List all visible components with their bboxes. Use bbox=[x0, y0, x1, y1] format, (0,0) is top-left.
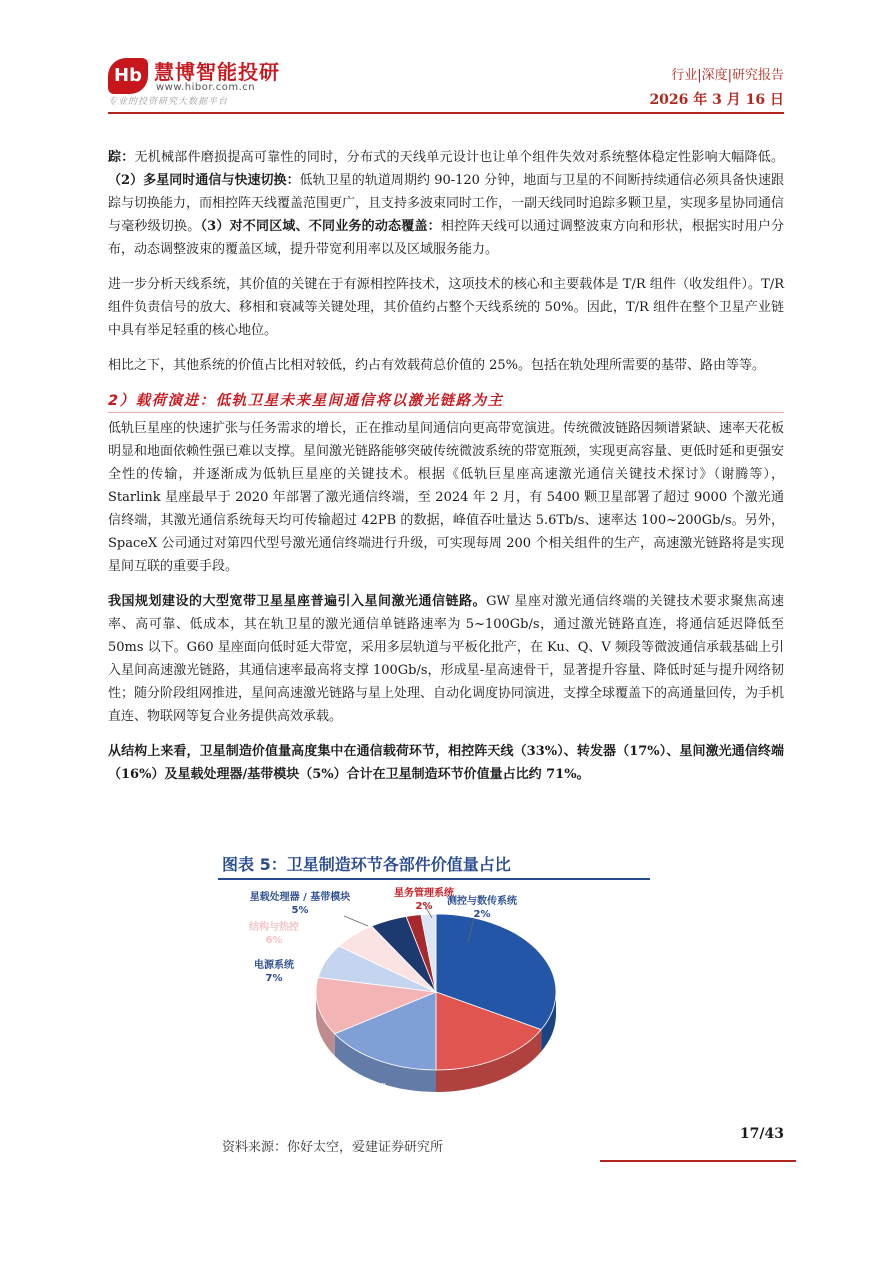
section-heading: 2）载荷演进：低轨卫星未来星间通信将以激光链路为主 bbox=[108, 393, 504, 409]
p1-run-3: 低轨卫星的轨道周期约 90-120 分钟，地面与卫星的不间断持续通信必须具备快速跟踪与切换能力，而相控阵天线覆盖范围更广，且支持多波束同时工作，一副天线同时追踪多颗卫星，实现多星协同通信与毫秒级切换。 bbox=[108, 173, 785, 234]
p1-run-0: 踪： bbox=[108, 150, 135, 165]
page-number: 17/43 bbox=[739, 1126, 784, 1142]
pie-label-4: 电源系统 bbox=[254, 960, 294, 971]
pie-value-3: 12% bbox=[268, 1037, 292, 1048]
p1-run-5: 相控阵天线可以通过调整波束方向和形状，根据实时用户分布，动态调整波束的覆盖区域，提升带宽利用率以及区域服务能力。 bbox=[108, 219, 784, 257]
pie-value-6: 5% bbox=[291, 905, 309, 916]
pie-value-0: 33% bbox=[556, 935, 580, 946]
paragraph-china-constellations bbox=[108, 590, 784, 728]
pie-label-0: 相控阵天线 bbox=[543, 922, 593, 933]
pie-label-7: 星务管理系统 bbox=[394, 888, 454, 899]
p1-run-4: （3）对不同区域、不同业务的动态覆盖： bbox=[200, 219, 441, 234]
hibor-logo[interactable] bbox=[108, 54, 288, 106]
pie-value-1: 17% bbox=[506, 1099, 530, 1110]
p5-run-1: GW 星座对激光通信终端的关键技术要求聚焦高速率、高可靠、低成本，其在轨卫星的激光通信单链路速率为 5~100Gb/s，通过激光链路直连，将通信延迟降低至 50ms 以下。G60 星座面向低时延大带宽，采用多层轨道与平板化批产，在 Ku、Q、V 频段等微波通信承载基础上引入星间高速激光链路，其通信速率最高将支撑 100Gb/s，形成星-星高速骨干，显著提升容量、降低时延与提升网络韧性；随分阶段组网推进，星间高速激光链路与星上处理、自动化调度协同演进，支撑全球覆盖下的高通量回传，为手机直连、物联网等复合业务提供高效承载。 bbox=[108, 594, 785, 724]
pie-value-4: 7% bbox=[265, 973, 283, 984]
logo-mark-icon: Hb bbox=[108, 58, 148, 94]
logo-slogan: 专业的投资研究大数据平台 bbox=[108, 97, 229, 107]
p5-run-0: 我国规划建设的大型宽带卫星星座普遍引入星间激光通信链路。 bbox=[108, 594, 487, 609]
paragraph-tr-module: 进一步分析天线系统，其价值的关键在于有源相控阵技术，这项技术的核心和主要载体是 T/R 组件（收发组件）。T/R 组件负责信号的放大、移相和衰减等关键处理，其价值约占整个天线系统的 50%。因此，T/R 组件在整个卫星产业链中具有举足轻重的核心地位。 bbox=[108, 277, 784, 338]
pie-label-5: 结构与热控 bbox=[249, 922, 299, 933]
pie-value-2: 16% bbox=[334, 1097, 358, 1108]
pie-label-8: 测控与数传系统 bbox=[447, 896, 517, 907]
section-heading-underline bbox=[108, 412, 784, 413]
figure-pie-chart bbox=[218, 848, 658, 1166]
pie-label-2: 星间激光通信终端 bbox=[306, 1084, 386, 1095]
figure-title-rule bbox=[218, 878, 650, 880]
pie-label-1: 转发器 bbox=[503, 1086, 533, 1097]
header-divider bbox=[108, 112, 784, 114]
logo-url: www.hibor.com.cn bbox=[156, 82, 256, 93]
pie-label-6: 星载处理器 / 基带模块 bbox=[249, 892, 351, 903]
paragraph-antenna-advantages bbox=[108, 146, 784, 261]
footer-divider bbox=[600, 1160, 796, 1162]
report-meta bbox=[649, 64, 784, 109]
report-body bbox=[108, 146, 784, 798]
logo-name: 慧博智能投研 bbox=[154, 60, 280, 84]
paragraph-laser-links: 低轨巨星座的快速扩张与任务需求的增长，正在推动星间通信向更高带宽演进。传统微波链路因频谱紧缺、速率天花板明显和地面依赖性强已难以支撑。星间激光链路能够突破传统微波系统的带宽瓶颈，实现更高容量、更低时延和更强安全性的传输，并逐渐成为低轨巨星座的关键技术。根据《低轨巨星座高速激光通信关键技术探讨》（谢腾等），Starlink 星座最早于 2020 年部署了激光通信终端，至 2024 年 2 月，有 5400 颗卫星部署了超过 9000 个激光通信终端，其激光通信系统每天均可传输超过 42PB 的数据，峰值吞吐量达 5.6Tb/s、速率达 100~200Gb/s。另外，SpaceX 公司通过对第四代型号激光通信终端进行升级，可实现每周 200 个相关组件的生产，高速激光链路将是实现星间互联的重要手段。 bbox=[108, 421, 785, 574]
pie-leader-line-2 bbox=[344, 916, 368, 926]
figure-title: 图表 5：卫星制造环节各部件价值量占比 bbox=[222, 855, 511, 874]
pie-value-5: 6% bbox=[265, 935, 283, 946]
pie-value-7: 2% bbox=[415, 901, 433, 912]
report-date: 2026 年 3 月 16 日 bbox=[649, 92, 784, 108]
paragraph-value-structure: 从结构上来看，卫星制造价值量高度集中在通信载荷环节，相控阵天线（33%）、转发器（17%）、星间激光通信终端（16%）及星载处理器/基带模块（5%）合计在卫星制造环节价值量占比约 71%。 bbox=[108, 744, 784, 782]
p1-run-2: （2）多星同时通信与快速切换： bbox=[108, 173, 300, 188]
pie-chart-svg bbox=[218, 882, 658, 1132]
pie-value-8: 2% bbox=[473, 909, 491, 920]
paragraph-other-systems: 相比之下，其他系统的价值占比相对较低，约占有效载荷总价值的 25%。包括在轨处理所需要的基带、路由等等。 bbox=[108, 358, 766, 373]
pie-label-3: 推进系统 bbox=[260, 1024, 300, 1035]
p1-run-1: 无机械部件磨损提高可靠性的同时，分布式的天线单元设计也让单个组件失效对系统整体稳定性影响大幅降低。 bbox=[134, 150, 784, 165]
report-type: 行业|深度|研究报告 bbox=[671, 68, 784, 83]
figure-source: 资料来源：你好太空，爱建证券研究所 bbox=[222, 1140, 444, 1155]
